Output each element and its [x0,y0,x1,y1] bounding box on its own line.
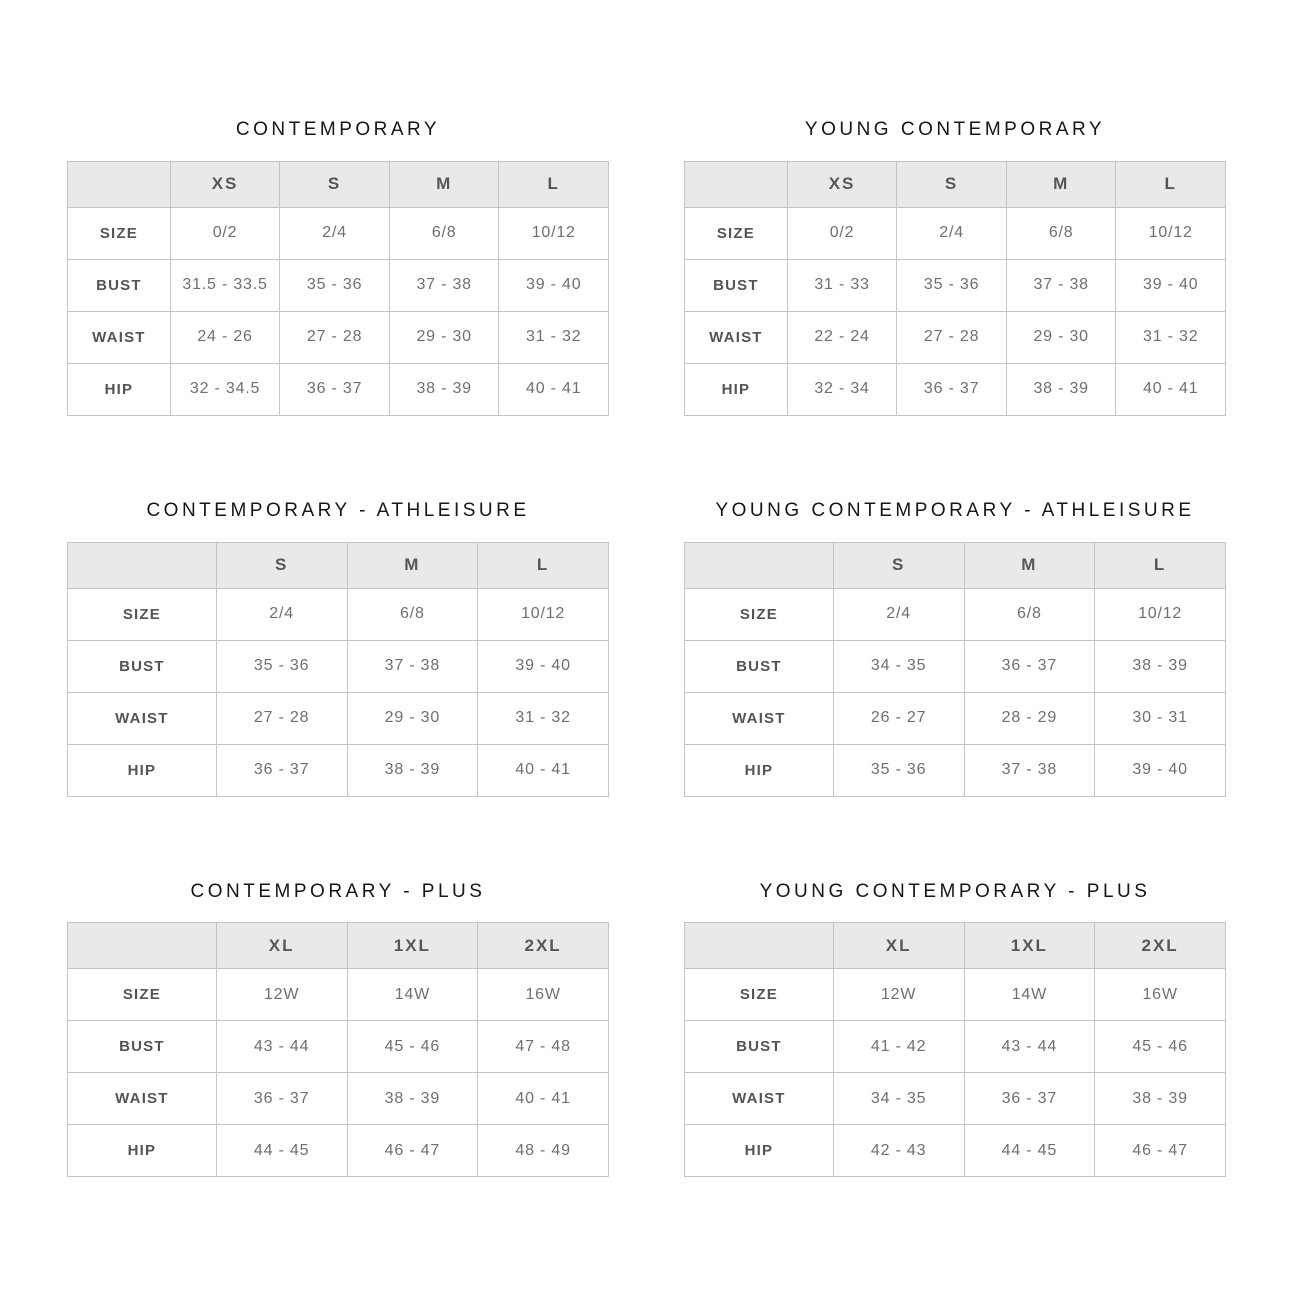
table-title: CONTEMPORARY - PLUS [190,880,486,902]
value-cell: 43 - 44 [216,1021,347,1073]
table-row [68,1021,609,1073]
size-table-contemporary-plus [67,922,609,1177]
value-cell: 39 - 40 [478,640,609,692]
value-cell: 14W [964,969,1095,1021]
value-cell: 35 - 36 [897,259,1007,311]
table-row [685,207,1226,259]
row-label-cell: SIZE [68,207,171,259]
value-cell: 40 - 41 [478,744,609,796]
value-cell: 29 - 30 [1006,311,1116,363]
corner-cell [68,161,171,207]
size-table-contemporary [67,161,609,416]
table-row [68,640,609,692]
table-row [685,1073,1226,1125]
value-cell: 38 - 39 [389,363,499,415]
row-label-cell: SIZE [685,207,788,259]
value-cell: 29 - 30 [389,311,499,363]
value-cell: 28 - 29 [964,692,1095,744]
table-row [68,1073,609,1125]
table-row [68,207,609,259]
column-header-cell: S [897,161,1007,207]
column-header-cell: XL [833,923,964,969]
value-cell: 35 - 36 [216,640,347,692]
row-label-cell: SIZE [685,588,834,640]
table-row [68,363,609,415]
value-cell: 10/12 [499,207,609,259]
column-header-cell: 1XL [347,923,478,969]
value-cell: 27 - 28 [280,311,390,363]
row-label-cell: BUST [68,259,171,311]
column-header-cell: XS [787,161,897,207]
row-label-cell: WAIST [68,692,217,744]
row-label-cell: SIZE [685,969,834,1021]
value-cell: 10/12 [1095,588,1226,640]
value-cell: 30 - 31 [1095,692,1226,744]
column-header-cell: XL [216,923,347,969]
value-cell: 32 - 34.5 [170,363,280,415]
value-cell: 14W [347,969,478,1021]
value-cell: 2/4 [216,588,347,640]
value-cell: 42 - 43 [833,1125,964,1177]
value-cell: 39 - 40 [499,259,609,311]
value-cell: 37 - 38 [1006,259,1116,311]
value-cell: 38 - 39 [347,744,478,796]
value-cell: 31 - 33 [787,259,897,311]
value-cell: 12W [833,969,964,1021]
corner-cell [685,161,788,207]
value-cell: 36 - 37 [280,363,390,415]
header-row [68,161,609,207]
size-table-young-contemporary-plus [684,922,1226,1177]
section-young-contemporary [684,119,1226,416]
value-cell: 46 - 47 [1095,1125,1226,1177]
value-cell: 16W [1095,969,1226,1021]
value-cell: 29 - 30 [347,692,478,744]
value-cell: 35 - 36 [280,259,390,311]
section-young-contemporary-athleisure [684,500,1226,797]
corner-cell [68,542,217,588]
table-row [68,311,609,363]
table-row [685,692,1226,744]
value-cell: 2/4 [833,588,964,640]
section-contemporary [67,119,609,416]
value-cell: 12W [216,969,347,1021]
value-cell: 36 - 37 [216,744,347,796]
size-table-young-contemporary [684,161,1226,416]
value-cell: 31 - 32 [478,692,609,744]
value-cell: 38 - 39 [1006,363,1116,415]
value-cell: 46 - 47 [347,1125,478,1177]
column-header-cell: L [478,542,609,588]
value-cell: 2/4 [897,207,1007,259]
size-table-contemporary-athleisure [67,542,609,797]
table-row [68,692,609,744]
value-cell: 36 - 37 [216,1073,347,1125]
column-header-cell: L [1095,542,1226,588]
value-cell: 40 - 41 [478,1073,609,1125]
table-row [685,259,1226,311]
value-cell: 6/8 [1006,207,1116,259]
row-label-cell: SIZE [68,588,217,640]
table-row [68,744,609,796]
section-young-contemporary-plus [684,881,1226,1178]
header-row [68,923,609,969]
row-label-cell: WAIST [68,1073,217,1125]
value-cell: 27 - 28 [216,692,347,744]
row-label-cell: WAIST [685,311,788,363]
row-label-cell: WAIST [68,311,171,363]
size-chart-grid [67,119,1226,1177]
value-cell: 6/8 [347,588,478,640]
table-row [685,1125,1226,1177]
value-cell: 40 - 41 [1116,363,1226,415]
value-cell: 31 - 32 [1116,311,1226,363]
table-row [68,259,609,311]
table-row [685,969,1226,1021]
column-header-cell: L [499,161,609,207]
value-cell: 35 - 36 [833,744,964,796]
row-label-cell: HIP [68,363,171,415]
column-header-cell: XS [170,161,280,207]
table-title: YOUNG CONTEMPORARY - ATHLEISURE [715,499,1195,521]
row-label-cell: HIP [685,363,788,415]
value-cell: 31.5 - 33.5 [170,259,280,311]
header-row [685,542,1226,588]
value-cell: 32 - 34 [787,363,897,415]
row-label-cell: WAIST [685,1073,834,1125]
size-table-young-contemporary-athleisure [684,542,1226,797]
value-cell: 0/2 [787,207,897,259]
value-cell: 24 - 26 [170,311,280,363]
value-cell: 39 - 40 [1095,744,1226,796]
value-cell: 36 - 37 [964,1073,1095,1125]
column-header-cell: 2XL [478,923,609,969]
value-cell: 36 - 37 [897,363,1007,415]
table-title: YOUNG CONTEMPORARY [804,119,1106,140]
table-row [68,588,609,640]
value-cell: 10/12 [478,588,609,640]
row-label-cell: WAIST [685,692,834,744]
value-cell: 40 - 41 [499,363,609,415]
row-label-cell: HIP [68,1125,217,1177]
value-cell: 38 - 39 [1095,1073,1226,1125]
row-label-cell: BUST [685,259,788,311]
header-row [68,542,609,588]
value-cell: 37 - 38 [389,259,499,311]
value-cell: 22 - 24 [787,311,897,363]
row-label-cell: BUST [68,1021,217,1073]
row-label-cell: HIP [685,744,834,796]
table-row [685,588,1226,640]
value-cell: 47 - 48 [478,1021,609,1073]
value-cell: 45 - 46 [1095,1021,1226,1073]
value-cell: 48 - 49 [478,1125,609,1177]
table-row [685,311,1226,363]
value-cell: 36 - 37 [964,640,1095,692]
header-row [685,923,1226,969]
value-cell: 38 - 39 [347,1073,478,1125]
value-cell: 27 - 28 [897,311,1007,363]
section-contemporary-athleisure [67,500,609,797]
value-cell: 38 - 39 [1095,640,1226,692]
value-cell: 41 - 42 [833,1021,964,1073]
table-row [685,1021,1226,1073]
row-label-cell: BUST [68,640,217,692]
corner-cell [685,923,834,969]
table-title: CONTEMPORARY [235,119,441,140]
column-header-cell: M [964,542,1095,588]
corner-cell [68,923,217,969]
column-header-cell: S [833,542,964,588]
value-cell: 2/4 [280,207,390,259]
row-label-cell: BUST [685,640,834,692]
value-cell: 44 - 45 [216,1125,347,1177]
table-row [68,969,609,1021]
value-cell: 39 - 40 [1116,259,1226,311]
column-header-cell: M [347,542,478,588]
value-cell: 45 - 46 [347,1021,478,1073]
column-header-cell: 1XL [964,923,1095,969]
column-header-cell: S [216,542,347,588]
row-label-cell: SIZE [68,969,217,1021]
table-title: CONTEMPORARY - ATHLEISURE [146,499,530,521]
value-cell: 10/12 [1116,207,1226,259]
value-cell: 37 - 38 [964,744,1095,796]
section-contemporary-plus [67,881,609,1178]
value-cell: 0/2 [170,207,280,259]
column-header-cell: L [1116,161,1226,207]
table-title: YOUNG CONTEMPORARY - PLUS [759,880,1151,902]
value-cell: 34 - 35 [833,1073,964,1125]
corner-cell [685,542,834,588]
value-cell: 34 - 35 [833,640,964,692]
value-cell: 26 - 27 [833,692,964,744]
row-label-cell: HIP [685,1125,834,1177]
table-row [685,363,1226,415]
value-cell: 43 - 44 [964,1021,1095,1073]
column-header-cell: M [389,161,499,207]
header-row [685,161,1226,207]
row-label-cell: HIP [68,744,217,796]
row-label-cell: BUST [685,1021,834,1073]
value-cell: 16W [478,969,609,1021]
value-cell: 6/8 [964,588,1095,640]
value-cell: 6/8 [389,207,499,259]
table-row [685,640,1226,692]
value-cell: 37 - 38 [347,640,478,692]
column-header-cell: S [280,161,390,207]
value-cell: 44 - 45 [964,1125,1095,1177]
table-row [68,1125,609,1177]
table-row [685,744,1226,796]
value-cell: 31 - 32 [499,311,609,363]
column-header-cell: M [1006,161,1116,207]
column-header-cell: 2XL [1095,923,1226,969]
